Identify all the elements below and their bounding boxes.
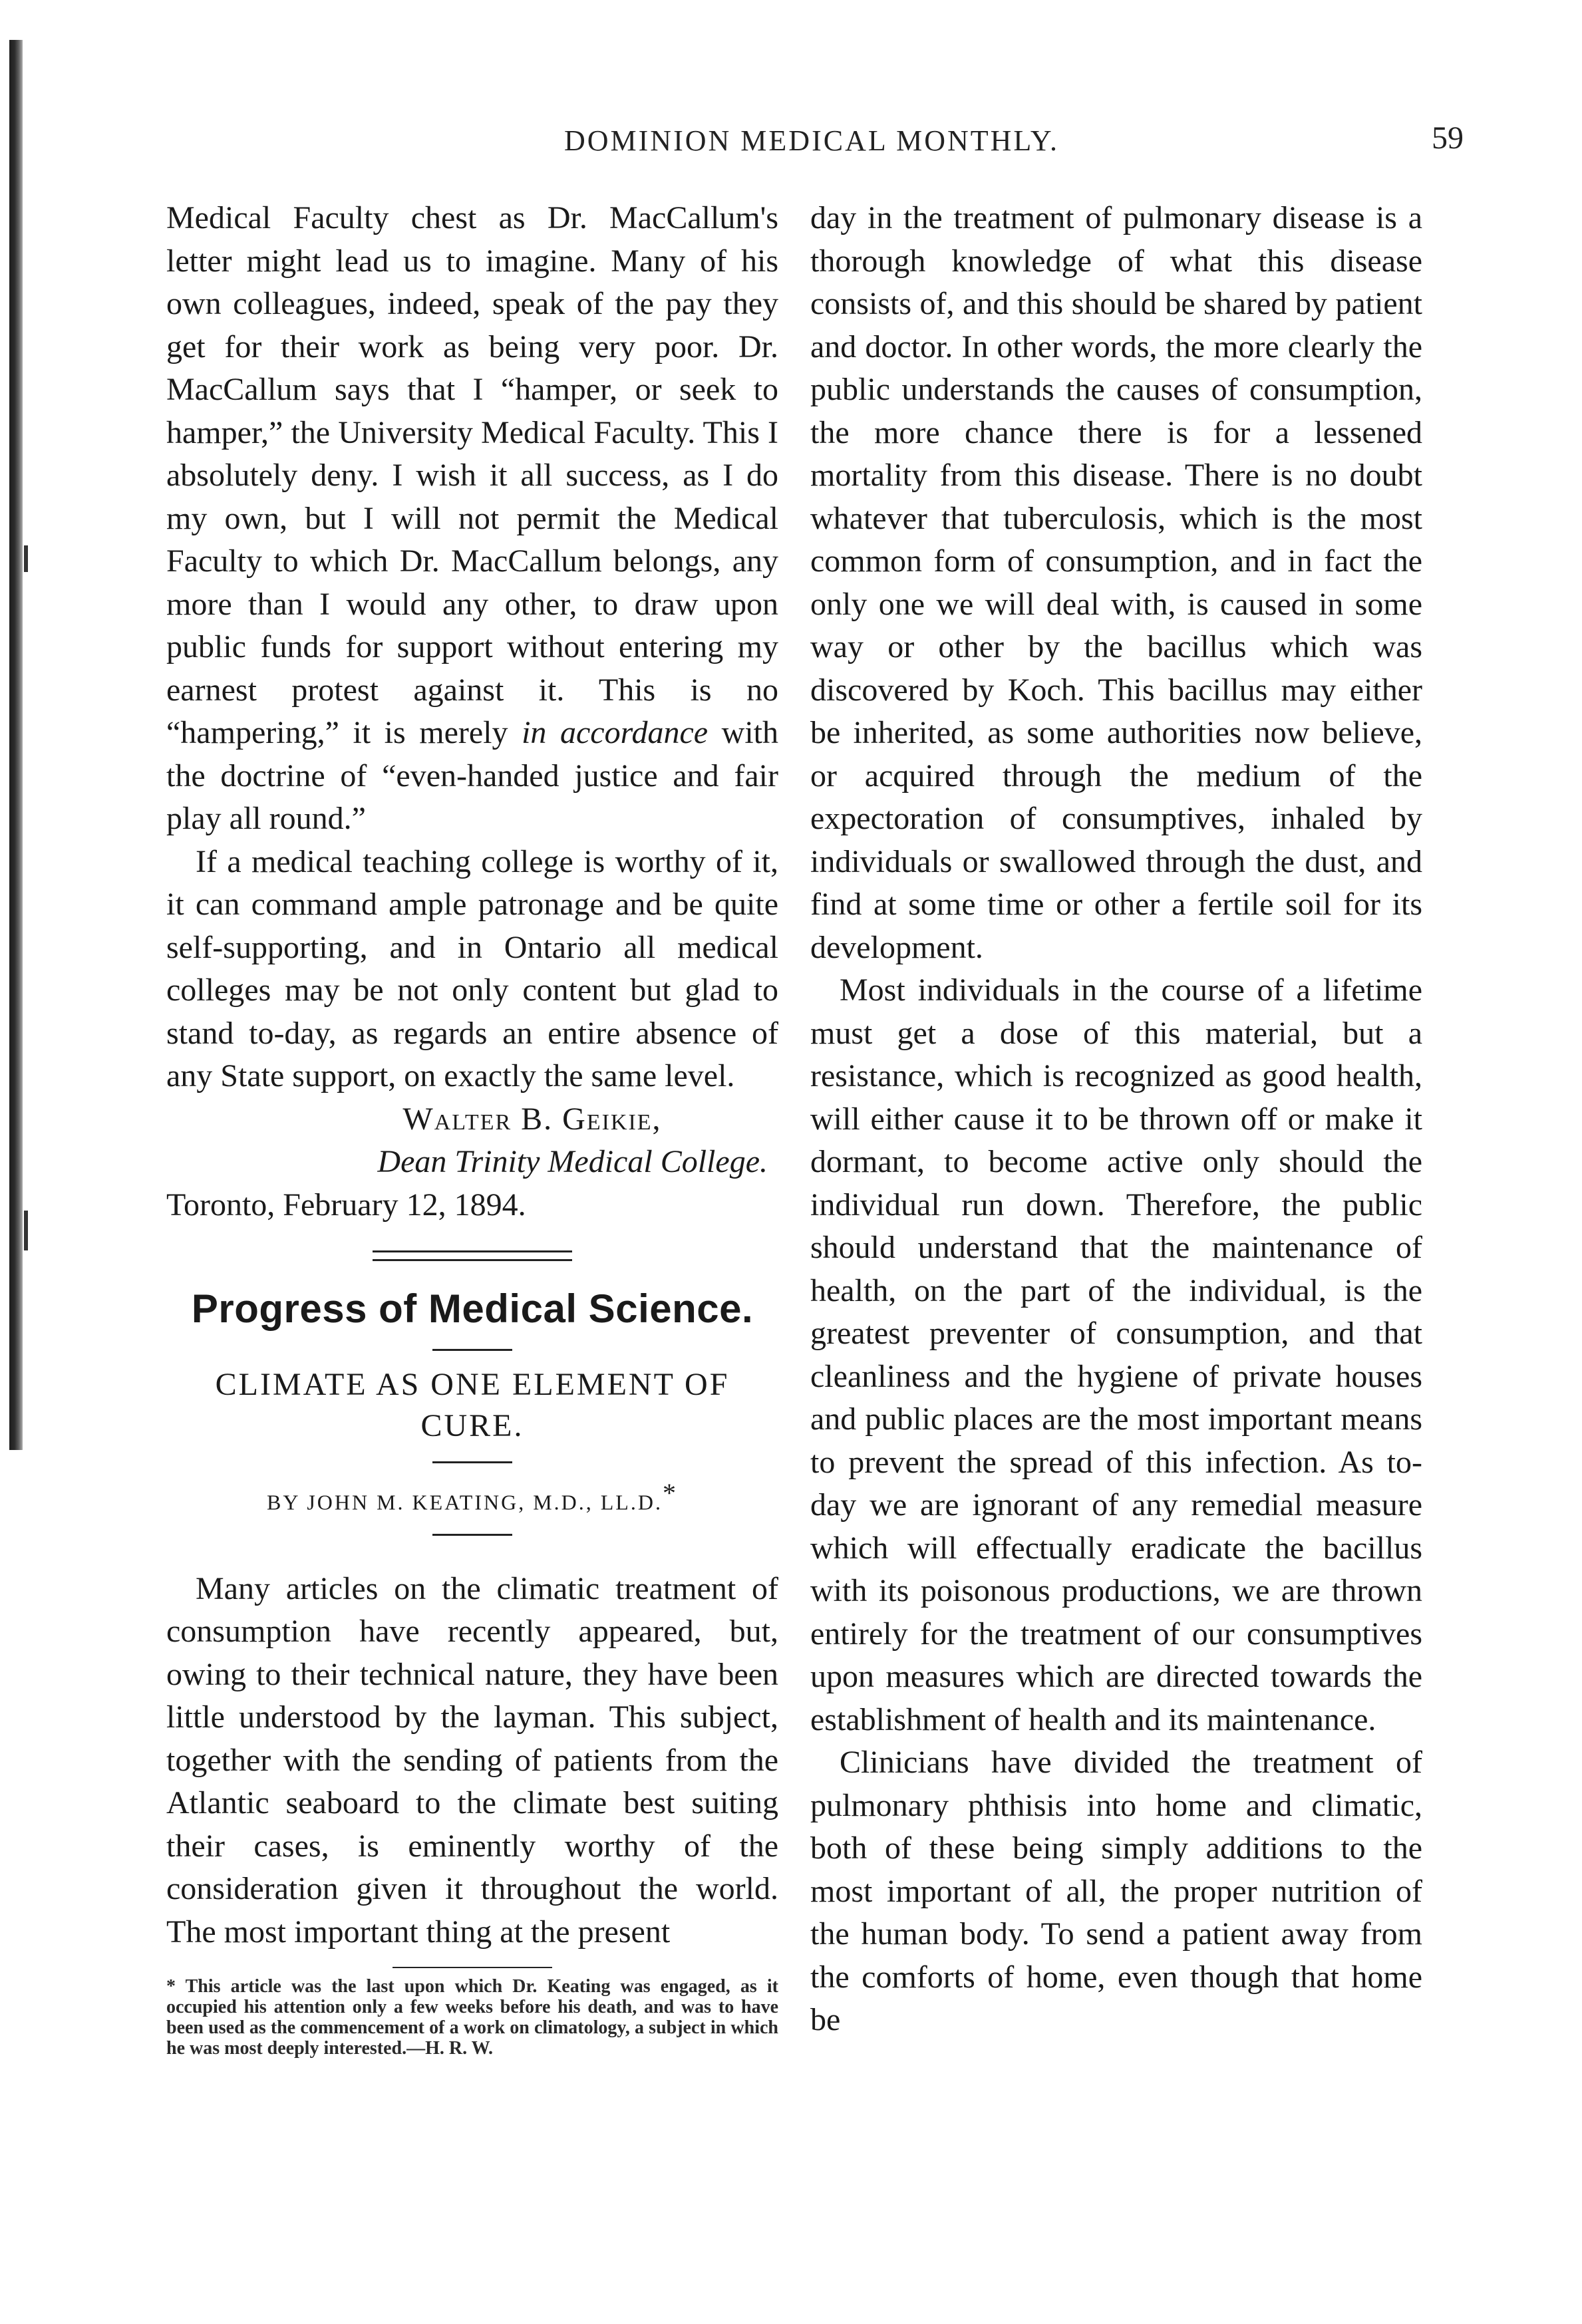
article-title-line: CURE. [420,1408,524,1443]
paragraph: Clinicians have divided the treatment of pulmonary phthisis into home and climatic, both of these being simply additions to the most important of all, the proper nutrition of the human body. To send a patient away from the comforts of home, even though that home be [810,1745,1422,2037]
divider [432,1534,512,1536]
page-number: 59 [1432,120,1464,156]
footnote: * This article was the last upon which Dr. Keating was engaged, as it occupied his attention only a few weeks before his death, and was to have been used as the commencement of a work on climatology, a subject in which he was most deeply interested.—H. R. W. [166,1976,778,2059]
byline: BY JOHN M. KEATING, M.D., LL.D.* [267,1478,678,1515]
divider [432,1349,512,1351]
paragraph: Most individuals in the course of a lifetime must get a dose of this material, but a resistance, which is recognized as good health, will either cause it to be thrown off or make it dormant, to become active only should the individual run down. Therefore, the public should understand that the maintenance of health, on the part of the individual, is the greatest preventer of consumption, and that cleanliness and the hygiene of private houses and public places are the most important means to prevent the spread of this infection. As to-day we are ignorant of any remedial measure which will effectually eradicate the bacillus with its poisonous productions, we are thrown entirely for the treatment of our consumptives upon measures which are directed towards the establishment of health and its maintenance. [810,972,1422,1737]
paragraph: Medical Faculty chest as Dr. MacCallum's letter might lead us to imagine. Many of his own colleagues, indeed, speak of the pay they get for their work as being very poor. Dr. MacCallum says that I “hamper, or seek to hamper,” the University Medical Faculty. This I absolutely deny. I wish it all success, as I do my own, but I will not permit the Medical Faculty to which Dr. MacCallum belongs, any more than I would any other, to draw upon public funds for support without entering my earnest protest against it. This is no “hampering,” it is merely in accordance with the doctrine of “even-handed justice and fair play all round.” [166,200,778,836]
section-divider [373,1250,572,1261]
footnote-mark: * [662,1478,678,1508]
signature-date: Toronto, February 12, 1894. [166,1187,526,1223]
divider [432,1461,512,1463]
italic-phrase: in accordance [522,715,709,750]
footnote-divider [393,1967,552,1968]
paragraph: Many articles on the climatic treatment of consumption have recently appeared, but, owing to their technical nature, they have been little understood by the layman. This subject, together with the sending of patients from the Atlantic seaboard to the climate best suiting their cases, is eminently worthy of the consideration given it throughout the world. The most important thing at the present [166,1570,778,1950]
article-title-line: CLIMATE AS ONE ELEMENT OF [215,1367,730,1402]
paragraph: If a medical teaching college is worthy of it, it can command ample patronage and be quite self-supporting, and in Ontario all medical colleges may be not only content but glad to stand to-day, as regards an entire absence of any State support, on exactly the same level. [166,843,778,1093]
left-column [166,197,778,2059]
right-column [810,197,1422,2042]
signature-name: Walter B. Geikie, [402,1101,662,1137]
spine-mark [24,1211,28,1250]
spine-mark [24,545,28,572]
paragraph: day in the treatment of pulmonary disease is a thorough knowledge of what this disease consists of, and this should be shared by patient and doctor. In other words, the more clearly the public understands the causes of consumption, the more chance there is for a lessened mortality from this disease. There is no doubt whatever that tuberculosis, which is the most common form of consumption, and in fact the only one we will deal with, is caused in some way or other by the bacillus which was discovered by Koch. This bacillus may either be inherited, as some authorities now believe, or acquired through the medium of the expectoration of consumptives, inhaled by individuals or swallowed through the dust, and find at some time or other a fertile soil for its development. [810,200,1422,965]
signature-title: Dean Trinity Medical College. [377,1144,768,1179]
running-title: DOMINION MEDICAL MONTHLY. [563,124,1059,157]
section-heading: Progress of Medical Science. [191,1286,754,1331]
page-spine-shadow [9,40,23,1450]
